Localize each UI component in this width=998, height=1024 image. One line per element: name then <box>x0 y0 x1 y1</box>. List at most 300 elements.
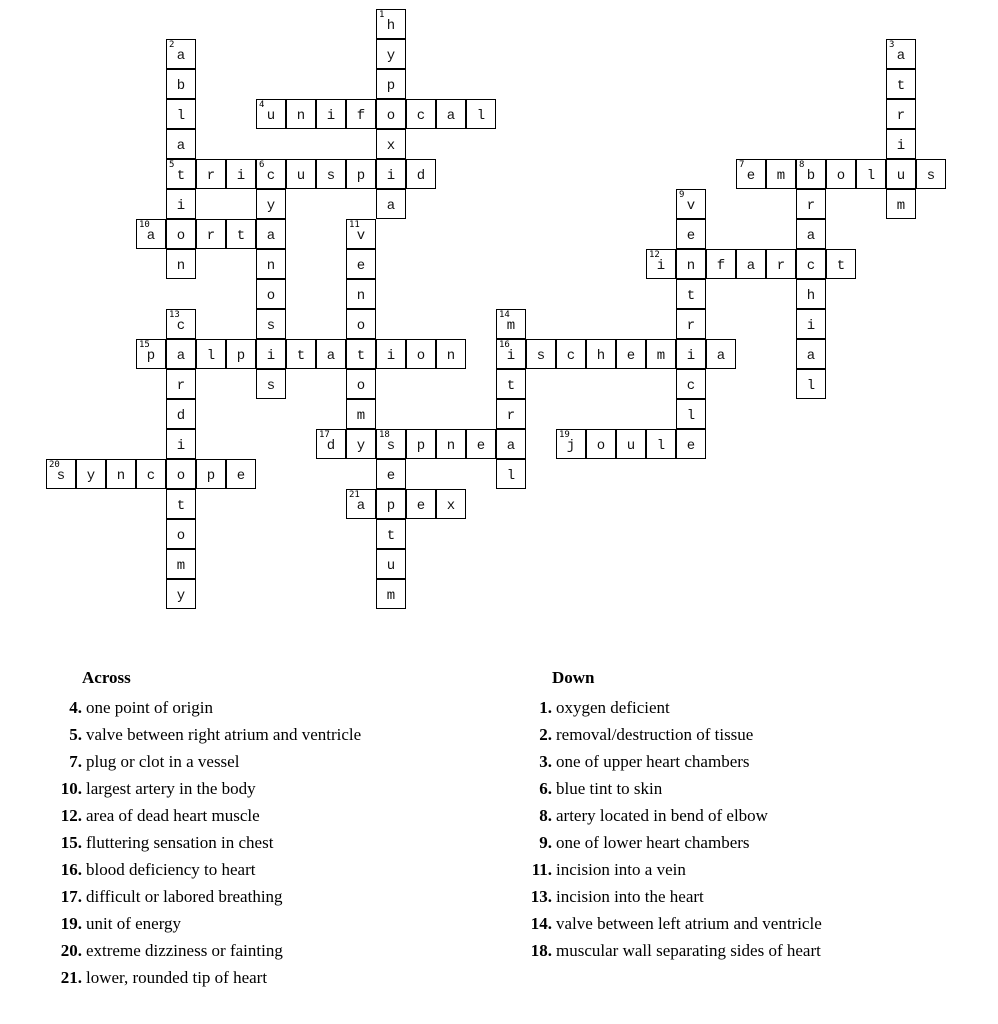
cell-letter: u <box>386 558 396 574</box>
cell-letter: c <box>176 318 186 334</box>
grid-cell[interactable] <box>376 429 406 459</box>
cell-letter: t <box>896 78 906 94</box>
cell-letter: i <box>326 108 336 124</box>
grid-cell[interactable] <box>166 549 196 579</box>
grid-cell[interactable] <box>406 489 436 519</box>
cell-letter: e <box>476 438 486 454</box>
clue-number: 16 <box>499 340 510 350</box>
grid-cell[interactable] <box>76 459 106 489</box>
grid-cell[interactable] <box>166 189 196 219</box>
grid-cell[interactable] <box>376 549 406 579</box>
grid-cell[interactable] <box>496 309 526 339</box>
across-heading: Across <box>82 668 131 687</box>
grid-cell[interactable] <box>496 399 526 429</box>
cell-letter: p <box>386 498 396 514</box>
grid-cell[interactable] <box>346 279 376 309</box>
grid-cell[interactable] <box>796 249 826 279</box>
cell-letter: m <box>896 198 906 214</box>
grid-cell[interactable] <box>616 429 646 459</box>
grid-cell[interactable] <box>226 459 256 489</box>
clue-across-7: 7. plug or clot in a vessel <box>69 752 240 771</box>
grid-cell[interactable] <box>226 159 256 189</box>
grid-cell[interactable] <box>346 369 376 399</box>
clue-number: 2 <box>169 40 175 50</box>
clue-across-20: 20. extreme dizziness or fainting <box>60 941 283 960</box>
grid-cell[interactable] <box>166 99 196 129</box>
cell-letter: l <box>806 378 816 394</box>
grid-cell[interactable] <box>106 459 136 489</box>
cell-letter: a <box>176 48 186 64</box>
grid-cell[interactable] <box>316 429 346 459</box>
cell-letter: c <box>686 378 696 394</box>
cell-letter: r <box>896 108 906 124</box>
cell-letter: t <box>296 348 306 364</box>
cell-letter: m <box>506 318 516 334</box>
grid-cell[interactable] <box>706 339 736 369</box>
grid-cell[interactable] <box>166 249 196 279</box>
cell-letter: r <box>206 228 216 244</box>
grid-cell[interactable] <box>286 159 316 189</box>
cell-letter: c <box>566 348 576 364</box>
clue-down-18: 18. muscular wall separating sides of heart <box>530 941 821 960</box>
cell-letter: h <box>596 348 606 364</box>
clue-number: 4 <box>259 100 265 110</box>
grid-cell[interactable] <box>646 429 676 459</box>
cell-letter: v <box>686 198 696 214</box>
cell-letter: n <box>446 438 456 454</box>
cell-letter: o <box>356 378 366 394</box>
cell-letter: j <box>566 438 576 454</box>
grid-cell[interactable] <box>256 219 286 249</box>
cell-letter: p <box>146 348 156 364</box>
cell-letter: a <box>146 228 156 244</box>
cell-letter: m <box>356 408 366 424</box>
cell-letter: n <box>266 258 276 274</box>
grid-cell[interactable] <box>886 99 916 129</box>
clue-number: 11 <box>349 220 360 230</box>
cell-letter: s <box>266 378 276 394</box>
cell-letter: i <box>656 258 666 274</box>
cell-letter: a <box>806 348 816 364</box>
cell-letter: t <box>356 348 366 364</box>
grid-cell[interactable] <box>166 339 196 369</box>
cell-letter: a <box>896 48 906 64</box>
grid-cell[interactable] <box>226 339 256 369</box>
grid-cell[interactable] <box>556 339 586 369</box>
cell-letter: e <box>386 468 396 484</box>
grid-cell[interactable] <box>256 279 286 309</box>
grid-cell[interactable] <box>556 429 586 459</box>
grid-cell[interactable] <box>376 9 406 39</box>
grid-cell[interactable] <box>316 339 346 369</box>
cell-letter: i <box>896 138 906 154</box>
grid-cell[interactable] <box>316 99 346 129</box>
clue-across-10: 10. largest artery in the body <box>60 779 256 798</box>
grid-cell[interactable] <box>166 519 196 549</box>
across-clues <box>52 668 361 991</box>
cell-letter: l <box>686 408 696 424</box>
grid-cell[interactable] <box>346 489 376 519</box>
cell-letter: i <box>686 348 696 364</box>
grid-cell[interactable] <box>676 339 706 369</box>
cell-letter: x <box>446 498 456 514</box>
cell-letter: m <box>386 588 396 604</box>
cell-letter: e <box>626 348 636 364</box>
cell-letter: o <box>176 528 186 544</box>
grid-cell[interactable] <box>196 339 226 369</box>
grid-cell[interactable] <box>436 99 466 129</box>
clue-number: 14 <box>499 310 510 320</box>
grid-cell[interactable] <box>376 519 406 549</box>
grid-cell[interactable] <box>346 99 376 129</box>
grid-cell[interactable] <box>436 489 466 519</box>
clue-across-5: 5. valve between right atrium and ventricle <box>69 725 362 744</box>
grid-cell[interactable] <box>736 159 766 189</box>
cell-letter: o <box>596 438 606 454</box>
grid-cell[interactable] <box>136 339 166 369</box>
cell-letter: e <box>746 168 756 184</box>
grid-cell[interactable] <box>676 399 706 429</box>
clue-down-1: 1. oxygen deficient <box>539 698 670 717</box>
grid-cell[interactable] <box>886 159 916 189</box>
cell-letter: u <box>626 438 636 454</box>
grid-cell[interactable] <box>886 39 916 69</box>
cell-letter: s <box>326 168 336 184</box>
cell-letter: a <box>176 138 186 154</box>
cell-letter: y <box>266 198 276 214</box>
cell-letter: h <box>806 288 816 304</box>
cell-letter: a <box>746 258 756 274</box>
clue-number: 21 <box>349 490 360 500</box>
grid-cell[interactable] <box>256 249 286 279</box>
cell-letter: e <box>686 438 696 454</box>
grid-cell[interactable] <box>796 339 826 369</box>
cell-letter: c <box>266 168 276 184</box>
cell-letter: o <box>836 168 846 184</box>
clue-number: 8 <box>799 160 805 170</box>
cell-letter: y <box>386 48 396 64</box>
clue-across-15: 15. fluttering sensation in chest <box>60 833 274 852</box>
grid-cell[interactable] <box>166 459 196 489</box>
clue-number: 12 <box>649 250 660 260</box>
cell-letter: l <box>206 348 216 364</box>
grid-cell[interactable] <box>286 99 316 129</box>
grid-cell[interactable] <box>676 309 706 339</box>
grid-cell[interactable] <box>256 99 286 129</box>
clue-down-3: 3. one of upper heart chambers <box>539 752 750 771</box>
cell-letter: o <box>416 348 426 364</box>
cell-letter: c <box>806 258 816 274</box>
grid-cell[interactable] <box>166 219 196 249</box>
clue-down-11: 11. incision into a vein <box>531 860 686 879</box>
grid-cell[interactable] <box>886 69 916 99</box>
grid-cell[interactable] <box>676 189 706 219</box>
grid-cell[interactable] <box>376 579 406 609</box>
cell-letter: o <box>356 318 366 334</box>
grid-cell[interactable] <box>196 459 226 489</box>
cell-letter: t <box>236 228 246 244</box>
grid-cell[interactable] <box>376 69 406 99</box>
grid-cell[interactable] <box>676 369 706 399</box>
grid-cell[interactable] <box>376 39 406 69</box>
grid-cell[interactable] <box>646 339 676 369</box>
cell-letter: a <box>356 498 366 514</box>
cell-letter: a <box>326 348 336 364</box>
clue-down-14: 14. valve between left atrium and ventricle <box>530 914 822 933</box>
cell-letter: u <box>266 108 276 124</box>
clue-number: 18 <box>379 430 390 440</box>
cell-letter: a <box>716 348 726 364</box>
cell-letter: p <box>356 168 366 184</box>
grid-cell[interactable] <box>436 429 466 459</box>
cell-letter: o <box>386 108 396 124</box>
cell-letter: i <box>176 198 186 214</box>
cell-letter: l <box>176 108 186 124</box>
cell-letter: s <box>266 318 276 334</box>
grid-cell[interactable] <box>796 159 826 189</box>
cell-letter: r <box>206 168 216 184</box>
cell-letter: l <box>506 468 516 484</box>
grid-cell[interactable] <box>286 339 316 369</box>
cell-letter: r <box>506 408 516 424</box>
cell-letter: c <box>416 108 426 124</box>
cell-letter: t <box>506 378 516 394</box>
cell-letter: n <box>686 258 696 274</box>
cell-letter: e <box>236 468 246 484</box>
clue-across-16: 16. blood deficiency to heart <box>60 860 256 879</box>
grid-cell[interactable] <box>706 249 736 279</box>
clue-across-4: 4. one point of origin <box>69 698 214 717</box>
cell-letter: e <box>416 498 426 514</box>
grid-cell[interactable] <box>856 159 886 189</box>
grid-cell[interactable] <box>346 249 376 279</box>
grid-cell[interactable] <box>226 219 256 249</box>
cell-letter: y <box>356 438 366 454</box>
grid-cell[interactable] <box>796 369 826 399</box>
grid-cell[interactable] <box>766 249 796 279</box>
clue-down-6: 6. blue tint to skin <box>539 779 663 798</box>
cell-letter: a <box>446 108 456 124</box>
grid-cell[interactable] <box>166 159 196 189</box>
grid-cell[interactable] <box>376 129 406 159</box>
cell-letter: d <box>176 408 186 424</box>
cell-letter: r <box>686 318 696 334</box>
grid-cell[interactable] <box>646 249 676 279</box>
grid-cell[interactable] <box>256 159 286 189</box>
grid-cell[interactable] <box>826 249 856 279</box>
cell-letter: a <box>506 438 516 454</box>
grid-cell[interactable] <box>376 189 406 219</box>
grid-cell[interactable] <box>346 159 376 189</box>
grid-cell[interactable] <box>166 399 196 429</box>
cell-letter: i <box>506 348 516 364</box>
cell-letter: a <box>176 348 186 364</box>
grid-cell[interactable] <box>676 429 706 459</box>
clue-number: 17 <box>319 430 330 440</box>
cell-letter: t <box>386 528 396 544</box>
cell-letter: d <box>416 168 426 184</box>
grid-cell[interactable] <box>916 159 946 189</box>
cell-letter: n <box>116 468 126 484</box>
grid-cell[interactable] <box>376 99 406 129</box>
grid-cell[interactable] <box>346 339 376 369</box>
grid-cell[interactable] <box>346 309 376 339</box>
clue-number: 3 <box>889 40 895 50</box>
clue-down-13: 13. incision into the heart <box>530 887 704 906</box>
grid-cell[interactable] <box>376 459 406 489</box>
grid-cell[interactable] <box>826 159 856 189</box>
grid-cell[interactable] <box>676 249 706 279</box>
cell-letter: p <box>386 78 396 94</box>
cell-letter: e <box>686 228 696 244</box>
grid-cell[interactable] <box>376 339 406 369</box>
grid-cell[interactable] <box>136 219 166 249</box>
cell-letter: l <box>476 108 486 124</box>
grid-cell[interactable] <box>256 189 286 219</box>
grid-cell[interactable] <box>166 579 196 609</box>
grid-cell[interactable] <box>676 219 706 249</box>
grid-cell[interactable] <box>796 279 826 309</box>
grid-cell[interactable] <box>796 189 826 219</box>
grid-cell[interactable] <box>766 159 796 189</box>
grid-cell[interactable] <box>256 339 286 369</box>
grid-cell[interactable] <box>616 339 646 369</box>
grid-cell[interactable] <box>256 309 286 339</box>
grid-cell[interactable] <box>166 129 196 159</box>
cell-letter: n <box>356 288 366 304</box>
cell-letter: t <box>836 258 846 274</box>
cell-letter: f <box>356 108 366 124</box>
grid-cell[interactable] <box>166 369 196 399</box>
grid-cell[interactable] <box>436 339 466 369</box>
cell-letter: b <box>176 78 186 94</box>
cell-letter: m <box>176 558 186 574</box>
grid-cell[interactable] <box>586 339 616 369</box>
clue-number: 1 <box>379 10 385 20</box>
grid-cell[interactable] <box>886 129 916 159</box>
clue-number: 13 <box>169 310 180 320</box>
grid-cell[interactable] <box>166 69 196 99</box>
grid-cell[interactable] <box>346 429 376 459</box>
grid-cell[interactable] <box>496 459 526 489</box>
grid-cell[interactable] <box>256 369 286 399</box>
cell-letter: x <box>386 138 396 154</box>
cell-letter: r <box>776 258 786 274</box>
cell-letter: s <box>926 168 936 184</box>
cell-letter: p <box>416 438 426 454</box>
cell-letter: n <box>446 348 456 364</box>
cell-letter: e <box>356 258 366 274</box>
cell-letter: d <box>326 438 336 454</box>
grid-cell[interactable] <box>166 39 196 69</box>
grid-cell[interactable] <box>166 309 196 339</box>
clue-down-2: 2. removal/destruction of tissue <box>539 725 754 744</box>
grid-cell[interactable] <box>406 339 436 369</box>
clue-across-17: 17. difficult or labored breathing <box>60 887 283 906</box>
grid-cell[interactable] <box>466 99 496 129</box>
cell-letter: a <box>806 228 816 244</box>
grid-cell[interactable] <box>346 219 376 249</box>
cell-letter: o <box>176 228 186 244</box>
grid-cell[interactable] <box>406 159 436 189</box>
grid-cell[interactable] <box>736 249 766 279</box>
cell-letter: s <box>536 348 546 364</box>
clue-down-8: 8. artery located in bend of elbow <box>539 806 768 825</box>
clue-across-21: 21. lower, rounded tip of heart <box>60 968 268 987</box>
clue-number: 6 <box>259 160 265 170</box>
cell-letter: n <box>176 258 186 274</box>
cell-letter: v <box>356 228 366 244</box>
grid-cell[interactable] <box>466 429 496 459</box>
grid-cell[interactable] <box>46 459 76 489</box>
cell-letter: i <box>806 318 816 334</box>
cell-letter: l <box>866 168 876 184</box>
clue-across-19: 19. unit of energy <box>60 914 182 933</box>
grid-cell[interactable] <box>376 489 406 519</box>
cell-letter: o <box>266 288 276 304</box>
grid-cell[interactable] <box>196 159 226 189</box>
grid-cell[interactable] <box>346 399 376 429</box>
cell-letter: m <box>656 348 666 364</box>
cell-letter: i <box>176 438 186 454</box>
grid-cell[interactable] <box>166 429 196 459</box>
grid-cell[interactable] <box>406 99 436 129</box>
cell-letter: u <box>896 168 906 184</box>
grid-cell[interactable] <box>886 189 916 219</box>
cell-letter: s <box>386 438 396 454</box>
cell-letter: b <box>806 168 816 184</box>
grid-cell[interactable] <box>166 489 196 519</box>
cell-letter: y <box>176 588 186 604</box>
clue-across-12: 12. area of dead heart muscle <box>60 806 260 825</box>
grid-cell[interactable] <box>406 429 436 459</box>
clue-number: 9 <box>679 190 685 200</box>
down-heading: Down <box>552 668 595 687</box>
cell-letter: t <box>176 498 186 514</box>
grid-cell[interactable] <box>196 219 226 249</box>
down-clues <box>522 668 822 964</box>
grid-cell[interactable] <box>526 339 556 369</box>
cell-letter: i <box>386 348 396 364</box>
grid-cell[interactable] <box>496 429 526 459</box>
cell-letter: a <box>386 198 396 214</box>
cell-letter: l <box>656 438 666 454</box>
cell-letter: i <box>266 348 276 364</box>
grid-cell[interactable] <box>496 369 526 399</box>
grid-cell[interactable] <box>796 309 826 339</box>
cell-letter: n <box>296 108 306 124</box>
cell-letter: t <box>176 168 186 184</box>
clue-number: 5 <box>169 160 175 170</box>
cell-letter: i <box>236 168 246 184</box>
clue-number: 7 <box>739 160 745 170</box>
cell-letter: a <box>266 228 276 244</box>
grid-cell[interactable] <box>496 339 526 369</box>
cell-letter: m <box>776 168 786 184</box>
cell-letter: r <box>806 198 816 214</box>
grid-cell[interactable] <box>796 219 826 249</box>
cell-letter: s <box>56 468 66 484</box>
clue-number: 15 <box>139 340 150 350</box>
cell-letter: p <box>236 348 246 364</box>
grid-cell[interactable] <box>136 459 166 489</box>
grid-cell[interactable] <box>586 429 616 459</box>
grid-cell[interactable] <box>316 159 346 189</box>
grid-cell[interactable] <box>676 279 706 309</box>
clue-number: 10 <box>139 220 150 230</box>
clue-number: 19 <box>559 430 570 440</box>
grid-cell[interactable] <box>376 159 406 189</box>
